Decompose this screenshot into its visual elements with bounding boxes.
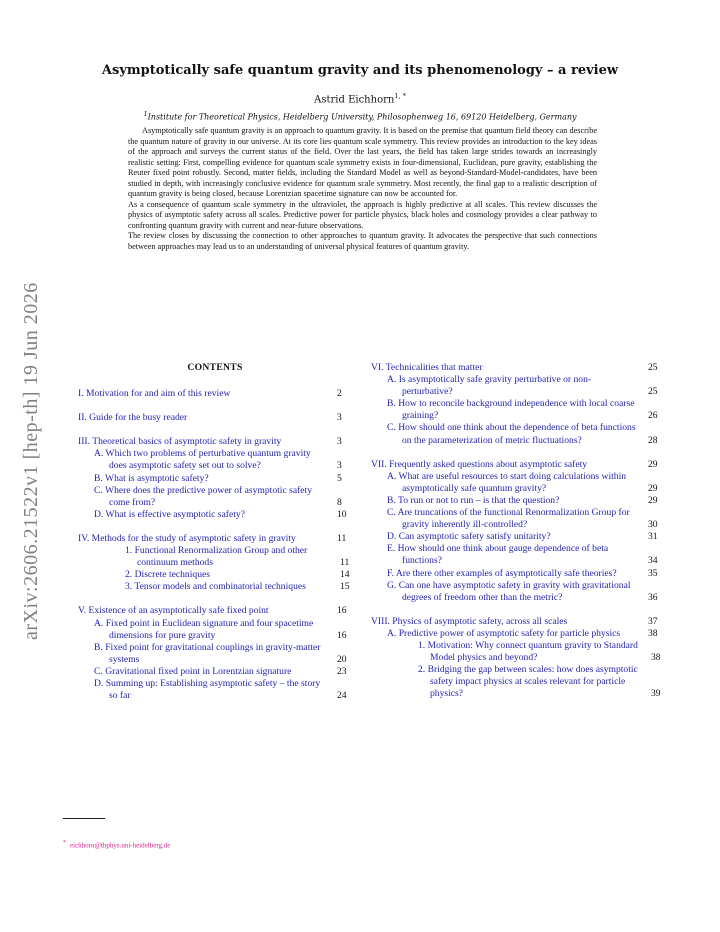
toc-left-list bbox=[78, 388, 352, 702]
footnote bbox=[63, 840, 170, 849]
toc-entry-label[interactable]: I. Motivation for and aim of this review bbox=[78, 388, 231, 400]
toc-entry[interactable]: A. What are useful resources to start doing calculations within asymptotically safe quantum gravity? 29 bbox=[387, 470, 658, 494]
author-name: Astrid Eichhorn bbox=[314, 94, 395, 106]
author-email-link[interactable]: eichhorn@thphys.uni-heidelberg.de bbox=[70, 841, 171, 850]
footnote-rule bbox=[63, 818, 105, 819]
toc-entry[interactable]: E. How should one think about gauge dependence of beta functions? 34 bbox=[387, 543, 658, 567]
toc-entry[interactable]: D. What is effective asymptotic safety? 10 bbox=[94, 508, 347, 520]
toc-right-column bbox=[371, 362, 663, 700]
toc-entry-label[interactable]: IV. Methods for the study of asymptotic safety in gravity bbox=[78, 532, 296, 544]
toc-entry-label[interactable]: A. Predictive power of asymptotic safety for particle physics bbox=[387, 627, 621, 639]
abstract-paragraph: As a consequence of quantum scale symmetry in the ultraviolet, the approach is highly predictive at all scales. This review discusses the physics of asymptotic safety across all scales. Predictive power for particle physics, black holes and cosmology provides a clear pathway to confronting quantum gravity with current and near-future observations. bbox=[128, 199, 597, 230]
affiliation bbox=[0, 110, 720, 122]
toc-entry[interactable]: I. Motivation for and aim of this review 2 bbox=[78, 388, 342, 400]
toc-entry-label[interactable]: G. Can one have asymptotic safety in gravity with gravitational degrees of freedom other than the metric? bbox=[387, 579, 631, 603]
toc-entry-label[interactable]: F. Are there other examples of asymptotically safe theories? bbox=[387, 567, 617, 579]
toc-entry[interactable]: A. Which two problems of perturbative quantum gravity does asymptotic safety set out to solve? 3 bbox=[94, 448, 342, 472]
toc-entry[interactable]: G. Can one have asymptotic safety in gravity with gravitational degrees of freedom other than the metric? 36 bbox=[387, 579, 658, 603]
toc-entry[interactable]: D. Summing up: Establishing asymptotic safety – the story so far 24 bbox=[94, 677, 347, 702]
toc-entry-label[interactable]: D. Summing up: Establishing asymptotic safety – the story so far bbox=[94, 677, 321, 702]
toc-entry[interactable]: IV. Methods for the study of asymptotic safety in gravity 11 bbox=[78, 532, 347, 544]
toc-entry[interactable]: 1. Motivation: Why connect quantum gravity to Standard Model physics and beyond? 38 bbox=[418, 639, 661, 664]
toc-entry-label[interactable]: A. What are useful resources to start doing calculations within asymptotically safe quantum gravity? bbox=[387, 470, 627, 494]
author-line bbox=[0, 92, 720, 105]
toc-right-list bbox=[371, 362, 663, 700]
toc-entry[interactable]: C. How should one think about the dependence of beta functions on the parameterization of metric fluctuations? 28 bbox=[387, 422, 658, 446]
toc-entry[interactable]: B. How to reconcile background independence with local coarse graining? 26 bbox=[387, 398, 658, 422]
toc-entry-label[interactable]: V. Existence of an asymptotically safe fixed point bbox=[78, 605, 269, 617]
toc-entry-label[interactable]: B. What is asymptotic safety? bbox=[94, 472, 209, 484]
affiliation-text: Institute for Theoretical Physics, Heidelberg University, Philosophenweg 16, 69120 Heidelberg, Germany bbox=[147, 112, 577, 122]
toc-entry-label[interactable]: C. Where does the predictive power of asymptotic safety come from? bbox=[94, 484, 313, 508]
toc-entry[interactable]: III. Theoretical basics of asymptotic safety in gravity 3 bbox=[78, 436, 342, 448]
toc-entry[interactable]: VI. Technicalities that matter 25 bbox=[371, 362, 658, 373]
toc-entry-label[interactable]: B. To run or not to run – is that the question? bbox=[387, 494, 560, 506]
paper-title: Asymptotically safe quantum gravity and its phenomenology – a review bbox=[101, 63, 619, 78]
toc-entry-label[interactable]: C. How should one think about the dependence of beta functions on the parameterization of metric fluctuations? bbox=[387, 422, 636, 446]
toc-entry-label[interactable]: II. Guide for the busy reader bbox=[78, 412, 188, 424]
footnote-mark: * bbox=[63, 840, 66, 846]
toc-entry[interactable]: C. Are truncations of the functional Renormalization Group for gravity inherently ill-controlled? 30 bbox=[387, 507, 658, 531]
toc-entry[interactable]: VII. Frequently asked questions about asymptotic safety 29 bbox=[371, 458, 658, 470]
author-marks: 1, * bbox=[394, 92, 406, 100]
toc-entry-label[interactable]: D. What is effective asymptotic safety? bbox=[94, 508, 245, 520]
toc-entry-label[interactable]: 3. Tensor models and combinatorial techniques bbox=[125, 581, 306, 593]
toc-entry[interactable]: B. Fixed point for gravitational couplings in gravity-matter systems 20 bbox=[94, 641, 347, 665]
toc-entry-label[interactable]: 2. Bridging the gap between scales: how does asymptotic safety impact physics at scales relevant for particle physics? bbox=[418, 664, 638, 700]
toc-entry[interactable]: B. To run or not to run – is that the question? 29 bbox=[387, 494, 658, 506]
toc-entry[interactable]: A. Is asymptotically safe gravity perturbative or non-perturbative? 25 bbox=[387, 374, 658, 398]
toc-entry[interactable]: VIII. Physics of asymptotic safety, across all scales 37 bbox=[371, 615, 658, 627]
toc-entry-label[interactable]: B. How to reconcile background independence with local coarse graining? bbox=[387, 398, 635, 422]
abstract-paragraph: Asymptotically safe quantum gravity is an approach to quantum gravity. It is based on the premise that quantum field theory can describe the quantum nature of gravity in our universe. At its core lies quantum scale symmetry. This review provides an introduction to the key ideas of the approach and surveys the current status of the field. Over the last years, the field has taken large strides towards an increasingly realistic setting: First, compelling evidence for quantum scale symmetry exists in four-dimensional, Euclidean, pure gravity, establishing the Reuter fixed point robustly. Second, matter fields, including the Standard Model as well as beyond-Standard-Model-candidates, have been studied in depth, with increasingly conclusive evidence for quantum scale symmetry. Most recently, the final gap to a realistic description of quantum gravity is being closed, because Lorentzian spacetime signature can now be accounted for. bbox=[128, 126, 597, 198]
toc-entry[interactable]: A. Fixed point in Euclidean signature and four spacetime dimensions for pure gravity 16 bbox=[94, 617, 347, 641]
affiliation-mark: 1 bbox=[143, 110, 148, 118]
toc-entry[interactable]: D. Can asymptotic safety satisfy unitarity? 31 bbox=[387, 531, 658, 543]
toc-entry-label[interactable]: 1. Motivation: Why connect quantum gravity to Standard Model physics and beyond? bbox=[418, 639, 638, 664]
toc-entry-label[interactable]: D. Can asymptotic safety satisfy unitarity? bbox=[387, 531, 551, 543]
toc-entry-label[interactable]: A. Which two problems of perturbative quantum gravity does asymptotic safety set out to solve? bbox=[94, 448, 311, 472]
toc-entry-label[interactable]: C. Gravitational fixed point in Lorentzian signature bbox=[94, 665, 292, 677]
toc-entry-label[interactable]: B. Fixed point for gravitational couplings in gravity-matter systems bbox=[94, 641, 321, 665]
toc-entry-label[interactable]: A. Fixed point in Euclidean signature and four spacetime dimensions for pure gravity bbox=[94, 617, 314, 641]
abstract-paragraph: The review closes by discussing the connection to other approaches to quantum gravity. It advocates the perspective that such connections between approaches may lead us to an understanding of universal physical features of quantum gravity. bbox=[128, 231, 597, 251]
toc-entry[interactable]: C. Gravitational fixed point in Lorentzian signature 23 bbox=[94, 665, 347, 677]
toc-left-column bbox=[78, 362, 352, 702]
toc-heading: CONTENTS bbox=[187, 362, 243, 373]
toc-entry-label[interactable]: VI. Technicalities that matter bbox=[371, 362, 483, 373]
toc-entry[interactable]: 2. Discrete techniques 14 bbox=[125, 569, 350, 581]
toc-entry[interactable]: 3. Tensor models and combinatorial techniques 15 bbox=[125, 581, 350, 593]
toc-entry[interactable]: 2. Bridging the gap between scales: how does asymptotic safety impact physics at scales relevant for particle physics? 39 bbox=[418, 664, 661, 700]
toc-entry[interactable]: B. What is asymptotic safety? 5 bbox=[94, 472, 342, 484]
toc-entry-label[interactable]: VII. Frequently asked questions about asymptotic safety bbox=[371, 458, 588, 470]
toc-entry[interactable]: 1. Functional Renormalization Group and other continuum methods 11 bbox=[125, 545, 350, 569]
toc-entry-label[interactable]: III. Theoretical basics of asymptotic safety in gravity bbox=[78, 436, 282, 448]
toc-entry-label[interactable]: 2. Discrete techniques bbox=[125, 569, 210, 581]
toc-entry-label[interactable]: 1. Functional Renormalization Group and other continuum methods bbox=[125, 545, 308, 569]
toc-entry-label[interactable]: E. How should one think about gauge dependence of beta functions? bbox=[387, 543, 609, 567]
toc-entry[interactable]: V. Existence of an asymptotically safe fixed point 16 bbox=[78, 605, 347, 617]
toc-entry[interactable]: F. Are there other examples of asymptotically safe theories? 35 bbox=[387, 567, 658, 579]
arxiv-identifier-stamp: arXiv:2606.21522v1 [hep-th] 19 Jun 2026 bbox=[20, 282, 42, 640]
toc-entry[interactable]: C. Where does the predictive power of asymptotic safety come from? 8 bbox=[94, 484, 342, 508]
abstract bbox=[128, 126, 597, 252]
toc-entry[interactable]: A. Predictive power of asymptotic safety for particle physics 38 bbox=[387, 627, 658, 639]
toc-entry-label[interactable]: VIII. Physics of asymptotic safety, across all scales bbox=[371, 615, 568, 627]
toc-entry[interactable]: II. Guide for the busy reader 3 bbox=[78, 412, 342, 424]
toc-entry-label[interactable]: A. Is asymptotically safe gravity perturbative or non-perturbative? bbox=[387, 374, 592, 398]
toc-entry-label[interactable]: C. Are truncations of the functional Renormalization Group for gravity inherently ill-controlled? bbox=[387, 507, 630, 531]
